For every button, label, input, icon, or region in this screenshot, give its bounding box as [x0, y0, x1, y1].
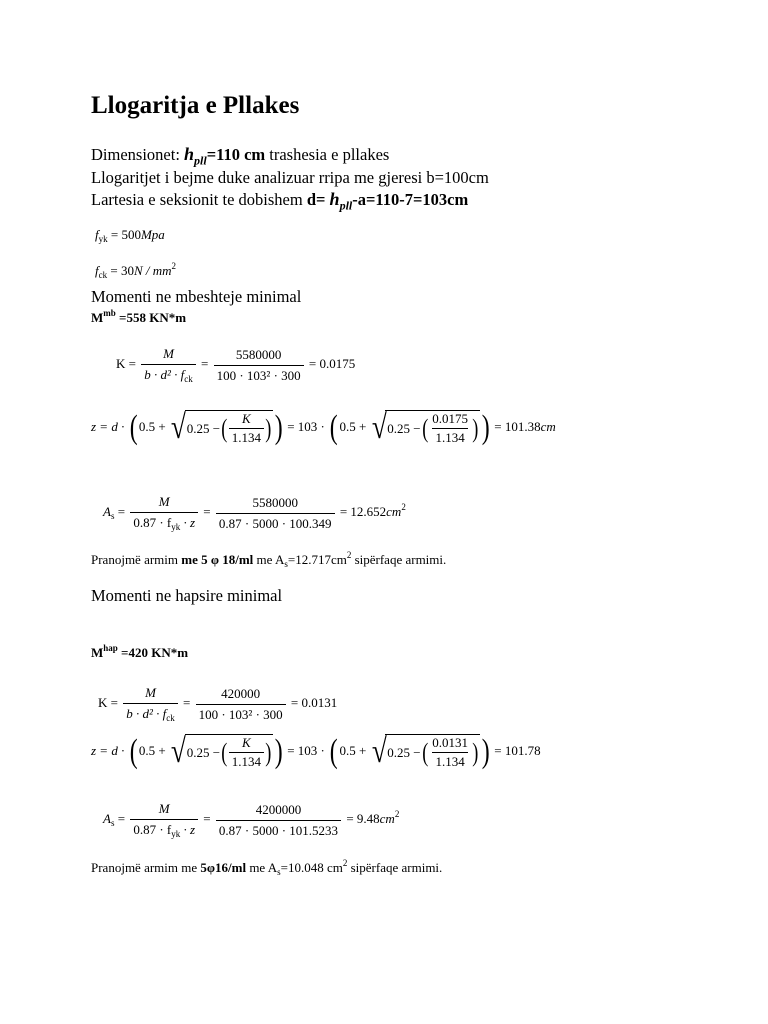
- calc-line: Llogaritjet i bejme duke analizuar rripa me gjeresi b=100cm: [91, 168, 489, 187]
- span-as-formula: $A_s$ = $\frac{M}{0.87 \cdot f_{yk} \cdot z}$ = $\frac{4200000}{0.87 \cdot 5000 \cdot 101.5233}$ = $9.48cm^2$: [103, 801, 400, 839]
- section-height-line: Lartesia e seksionit te dobishem $d= h_{pll}-a=110-7=103cm$: [91, 189, 469, 213]
- span-accept-line: Pranojmë armim me 5φ16/ml me $A_s=10.048$ $cm^2$ sipërfaqe armimi.: [91, 858, 443, 877]
- span-z-formula: z = d · ( 0.5 + √ 0.25 − ( $\frac{K}{1.134}$ ) ) = 103 · ( 0.5 + √ 0.25 − ( $\frac{0.0131}{1.134}$ ) ) = 101.78: [91, 733, 541, 770]
- support-z-formula: z = d · ( 0.5 + √ 0.25 − ( $\frac{K}{1.134}$ ) ) = 103 · ( 0.5 + √ 0.25 − ( $\frac{0.0175}{1.134}$ ) ) = 101.38cm: [91, 409, 556, 446]
- dimension-line: [91, 144, 389, 169]
- dimension-desc: trashesia e pllakes: [265, 145, 390, 164]
- support-moment: $M^{mb} =558$ KN*m: [91, 308, 187, 325]
- span-heading: Momenti ne hapsire minimal: [91, 586, 283, 605]
- dimension-label: Dimensionet:: [91, 145, 185, 164]
- span-moment: $M^{hap} =420$ KN*m: [91, 643, 189, 660]
- fyk-formula: $f_{yk} = 500Mpa$: [95, 227, 165, 244]
- dimension-value: =110 cm: [206, 145, 266, 164]
- support-k-formula: K = $\frac{M}{b \cdot d^2 \cdot f_{ck}}$ = $\frac{5580000}{\text{100 · 103² · 300}}$ = 0.0175: [116, 346, 356, 384]
- fck-formula: $f_{ck} = 30N / mm^2$: [95, 261, 177, 280]
- page-title: Llogaritja e Pllakes: [91, 92, 300, 119]
- support-as-formula: $A_s$ = $\frac{M}{0.87 \cdot f_{yk} \cdot z}$ = $\frac{5580000}{0.87 \cdot 5000 \cdot 100.349}$ = $12.652cm^2$: [103, 494, 406, 532]
- span-k-formula: K = $\frac{M}{b \cdot d^2 \cdot f_{ck}}$ = $\frac{420000}{\text{100 · 103² · 300}}$ = 0.0131: [98, 685, 338, 723]
- support-accept-line: Pranojmë armim me 5 φ 18/ml me $A_s=12.717cm^2$ sipërfaqe armimi.: [91, 550, 447, 569]
- h-pll-symbol: $h_{pll}$: [329, 189, 353, 213]
- h-pll-symbol: $h_{pll}$: [184, 144, 207, 168]
- support-heading: Momenti ne mbeshteje minimal: [91, 287, 302, 306]
